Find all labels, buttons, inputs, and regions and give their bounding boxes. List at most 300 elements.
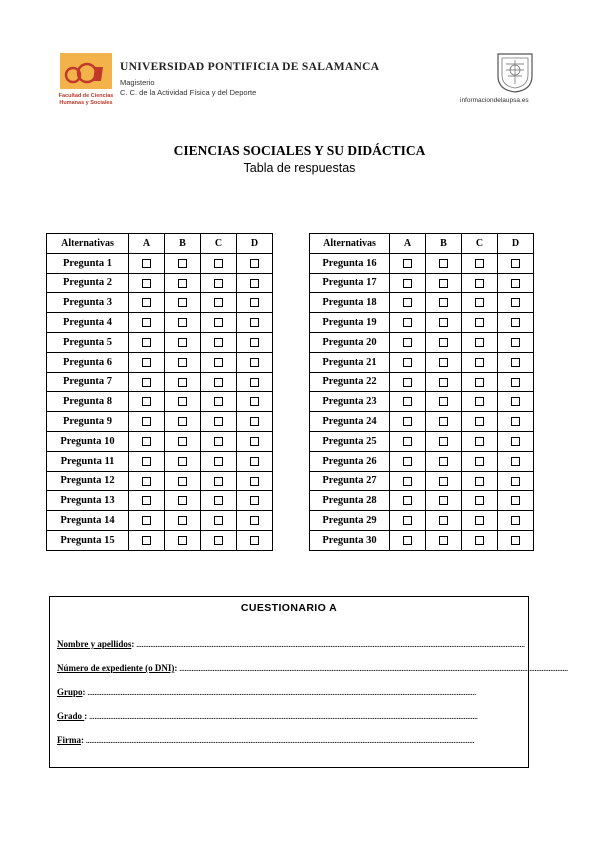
answer-checkbox[interactable] — [250, 378, 259, 387]
answer-checkbox[interactable] — [403, 279, 412, 288]
option-cell-d — [498, 273, 534, 293]
question-label: Pregunta 28 — [310, 491, 390, 511]
answer-checkbox[interactable] — [178, 457, 187, 466]
option-cell-a — [390, 392, 426, 412]
option-cell-d — [237, 530, 273, 550]
answer-checkbox[interactable] — [403, 397, 412, 406]
question-label: Pregunta 2 — [47, 273, 129, 293]
option-cell-d — [498, 332, 534, 352]
question-row — [47, 372, 273, 392]
option-cell-c — [201, 491, 237, 511]
option-cell-a — [129, 293, 165, 313]
option-cell-b — [165, 352, 201, 372]
answer-checkbox[interactable] — [142, 437, 151, 446]
option-cell-c — [201, 352, 237, 372]
answer-checkbox[interactable] — [511, 477, 520, 486]
answer-checkbox[interactable] — [178, 417, 187, 426]
answer-checkbox[interactable] — [439, 516, 448, 525]
answer-checkbox[interactable] — [142, 318, 151, 327]
option-cell-c — [462, 431, 498, 451]
option-cell-c — [201, 511, 237, 531]
answer-checkbox[interactable] — [439, 477, 448, 486]
answer-checkbox[interactable] — [439, 397, 448, 406]
answer-checkbox[interactable] — [142, 259, 151, 268]
option-cell-d — [498, 530, 534, 550]
option-cell-d — [498, 392, 534, 412]
answer-checkbox[interactable] — [439, 338, 448, 347]
name-field-label: Nombre y apellidos — [57, 639, 132, 649]
option-cell-d — [498, 491, 534, 511]
question-label: Pregunta 15 — [47, 530, 129, 550]
option-cell-d — [498, 352, 534, 372]
answer-checkbox[interactable] — [439, 378, 448, 387]
option-cell-d — [237, 332, 273, 352]
question-label: Pregunta 25 — [310, 431, 390, 451]
question-label: Pregunta 30 — [310, 530, 390, 550]
answer-checkbox[interactable] — [250, 496, 259, 505]
question-row — [310, 293, 534, 313]
answer-checkbox[interactable] — [475, 298, 484, 307]
answer-checkbox[interactable] — [403, 417, 412, 426]
answer-checkbox[interactable] — [403, 318, 412, 327]
answer-checkbox[interactable] — [178, 378, 187, 387]
form-title: CUESTIONARIO A — [240, 602, 338, 614]
question-label: Pregunta 8 — [47, 392, 129, 412]
option-cell-b — [426, 313, 462, 333]
option-cell-a — [129, 412, 165, 432]
question-row — [47, 412, 273, 432]
answer-checkbox[interactable] — [475, 259, 484, 268]
question-label: Pregunta 1 — [47, 253, 129, 273]
answer-checkbox[interactable] — [142, 457, 151, 466]
option-cell-b — [165, 293, 201, 313]
question-row — [310, 352, 534, 372]
university-name: UNIVERSIDAD PONTIFICIA DE SALAMANCA — [120, 61, 380, 73]
answer-checkbox[interactable] — [439, 298, 448, 307]
answer-checkbox[interactable] — [250, 318, 259, 327]
option-cell-b — [426, 293, 462, 313]
option-cell-d — [498, 511, 534, 531]
signature-field-label: Firma — [57, 735, 81, 745]
answer-checkbox[interactable] — [250, 457, 259, 466]
answer-checkbox[interactable] — [511, 397, 520, 406]
answer-checkbox[interactable] — [142, 298, 151, 307]
answer-checkbox[interactable] — [403, 496, 412, 505]
answer-checkbox[interactable] — [511, 437, 520, 446]
option-cell-a — [390, 352, 426, 372]
expediente-field-label: Número de expediente (o DNI) — [57, 663, 175, 673]
answer-checkbox[interactable] — [178, 516, 187, 525]
option-cell-a — [129, 511, 165, 531]
answer-checkbox[interactable] — [511, 378, 520, 387]
answer-checkbox[interactable] — [475, 496, 484, 505]
option-cell-c — [462, 392, 498, 412]
option-cell-a — [390, 471, 426, 491]
option-cell-c — [462, 372, 498, 392]
answer-checkbox[interactable] — [214, 338, 223, 347]
answer-checkbox[interactable] — [214, 279, 223, 288]
answer-checkbox[interactable] — [475, 516, 484, 525]
answer-checkbox[interactable] — [142, 417, 151, 426]
question-label: Pregunta 12 — [47, 471, 129, 491]
answer-checkbox[interactable] — [250, 358, 259, 367]
answer-checkbox[interactable] — [403, 298, 412, 307]
answer-checkbox[interactable] — [475, 318, 484, 327]
option-cell-b — [165, 332, 201, 352]
svg-text:Humanas y Sociales: Humanas y Sociales — [59, 100, 113, 106]
option-cell-a — [390, 511, 426, 531]
question-row — [47, 392, 273, 412]
header-option-d: D — [237, 234, 273, 254]
option-cell-c — [462, 451, 498, 471]
option-cell-d — [498, 293, 534, 313]
option-cell-c — [462, 273, 498, 293]
expediente-field[interactable]: Número de expediente (o DNI): .............................................................................................................................................................................................................................. — [57, 663, 568, 673]
option-cell-d — [498, 313, 534, 333]
option-cell-d — [237, 431, 273, 451]
option-cell-b — [165, 511, 201, 531]
question-row — [310, 313, 534, 333]
answer-checkbox[interactable] — [178, 279, 187, 288]
answer-checkbox[interactable] — [178, 338, 187, 347]
answer-checkbox[interactable] — [403, 516, 412, 525]
option-cell-a — [129, 431, 165, 451]
answer-checkbox[interactable] — [511, 358, 520, 367]
answer-checkbox[interactable] — [142, 536, 151, 545]
answer-checkbox[interactable] — [178, 318, 187, 327]
answer-checkbox[interactable] — [142, 358, 151, 367]
option-cell-a — [129, 451, 165, 471]
answer-checkbox[interactable] — [250, 338, 259, 347]
university-seal-icon — [494, 50, 536, 94]
option-cell-d — [237, 372, 273, 392]
answer-checkbox[interactable] — [142, 397, 151, 406]
answer-checkbox[interactable] — [178, 536, 187, 545]
option-cell-b — [165, 412, 201, 432]
answer-checkbox[interactable] — [475, 358, 484, 367]
question-label: Pregunta 3 — [47, 293, 129, 313]
option-cell-c — [201, 431, 237, 451]
option-cell-c — [462, 293, 498, 313]
answer-checkbox[interactable] — [475, 417, 484, 426]
option-cell-c — [201, 332, 237, 352]
answer-checkbox[interactable] — [511, 318, 520, 327]
question-row — [47, 511, 273, 531]
option-cell-d — [237, 293, 273, 313]
option-cell-c — [201, 253, 237, 273]
answer-checkbox[interactable] — [214, 437, 223, 446]
answer-checkbox[interactable] — [214, 397, 223, 406]
option-cell-c — [462, 352, 498, 372]
option-cell-c — [462, 471, 498, 491]
answer-checkbox[interactable] — [214, 417, 223, 426]
option-cell-b — [426, 332, 462, 352]
option-cell-b — [165, 273, 201, 293]
question-row — [47, 530, 273, 550]
question-row — [47, 332, 273, 352]
answer-checkbox[interactable] — [214, 496, 223, 505]
answer-checkbox[interactable] — [511, 457, 520, 466]
option-cell-c — [201, 273, 237, 293]
option-cell-b — [165, 313, 201, 333]
answer-checkbox[interactable] — [511, 279, 520, 288]
option-cell-a — [129, 372, 165, 392]
question-label: Pregunta 11 — [47, 451, 129, 471]
answer-checkbox[interactable] — [511, 496, 520, 505]
question-row — [310, 451, 534, 471]
question-row — [310, 412, 534, 432]
option-cell-b — [426, 412, 462, 432]
answer-checkbox[interactable] — [214, 477, 223, 486]
header-option-d: D — [498, 234, 534, 254]
question-row — [310, 431, 534, 451]
option-cell-a — [390, 253, 426, 273]
option-cell-b — [165, 471, 201, 491]
answer-checkbox[interactable] — [511, 536, 520, 545]
answer-table-right — [309, 233, 534, 551]
answer-checkbox[interactable] — [439, 496, 448, 505]
answer-checkbox[interactable] — [250, 437, 259, 446]
answer-checkbox[interactable] — [403, 378, 412, 387]
answer-checkbox[interactable] — [178, 496, 187, 505]
option-cell-a — [129, 313, 165, 333]
answer-checkbox[interactable] — [214, 259, 223, 268]
option-cell-c — [462, 511, 498, 531]
answer-checkbox[interactable] — [250, 417, 259, 426]
question-label: Pregunta 18 — [310, 293, 390, 313]
question-label: Pregunta 6 — [47, 352, 129, 372]
answer-checkbox[interactable] — [475, 279, 484, 288]
answer-checkbox[interactable] — [142, 338, 151, 347]
answer-checkbox[interactable] — [511, 259, 520, 268]
answer-checkbox[interactable] — [214, 318, 223, 327]
option-cell-a — [129, 332, 165, 352]
option-cell-b — [165, 253, 201, 273]
answer-checkbox[interactable] — [475, 437, 484, 446]
answer-checkbox[interactable] — [439, 437, 448, 446]
answer-checkbox[interactable] — [142, 496, 151, 505]
answer-checkbox[interactable] — [250, 397, 259, 406]
option-cell-b — [165, 392, 201, 412]
answer-checkbox[interactable] — [250, 516, 259, 525]
name-field[interactable]: Nombre y apellidos: .............................................................................................................................................................................................................................. — [57, 639, 525, 649]
faculty-logo — [57, 53, 115, 109]
answer-checkbox[interactable] — [178, 477, 187, 486]
option-cell-a — [390, 451, 426, 471]
grade-field[interactable]: Grado : .............................................................................................................................................................................................................................. — [57, 711, 478, 721]
question-label: Pregunta 26 — [310, 451, 390, 471]
answer-checkbox[interactable] — [178, 358, 187, 367]
answer-checkbox[interactable] — [475, 397, 484, 406]
header-option-b: B — [165, 234, 201, 254]
answer-checkbox[interactable] — [214, 457, 223, 466]
option-cell-d — [237, 392, 273, 412]
question-row — [47, 293, 273, 313]
question-row — [310, 471, 534, 491]
answer-checkbox[interactable] — [250, 477, 259, 486]
question-row — [47, 313, 273, 333]
answer-checkbox[interactable] — [403, 457, 412, 466]
option-cell-c — [462, 253, 498, 273]
option-cell-a — [129, 471, 165, 491]
option-cell-b — [426, 511, 462, 531]
option-cell-a — [129, 491, 165, 511]
grade-field-label: Grado — [57, 711, 85, 721]
header-option-b: B — [426, 234, 462, 254]
option-cell-c — [201, 412, 237, 432]
question-row — [310, 392, 534, 412]
question-label: Pregunta 29 — [310, 511, 390, 531]
answer-checkbox[interactable] — [475, 338, 484, 347]
answer-checkbox[interactable] — [403, 358, 412, 367]
question-row — [47, 451, 273, 471]
option-cell-a — [390, 491, 426, 511]
question-row — [47, 431, 273, 451]
questionnaire-form — [49, 596, 568, 768]
question-label: Pregunta 4 — [47, 313, 129, 333]
question-row — [310, 332, 534, 352]
question-label: Pregunta 14 — [47, 511, 129, 531]
answer-checkbox[interactable] — [475, 457, 484, 466]
group-field[interactable]: Grupo: .............................................................................................................................................................................................................................. — [57, 687, 476, 697]
question-row — [47, 253, 273, 273]
option-cell-a — [390, 431, 426, 451]
question-row — [310, 530, 534, 550]
answer-checkbox[interactable] — [250, 536, 259, 545]
answer-checkbox[interactable] — [142, 378, 151, 387]
option-cell-b — [165, 491, 201, 511]
answer-checkbox[interactable] — [178, 397, 187, 406]
answer-checkbox[interactable] — [250, 259, 259, 268]
option-cell-d — [498, 372, 534, 392]
option-cell-b — [426, 352, 462, 372]
question-label: Pregunta 7 — [47, 372, 129, 392]
question-label: Pregunta 20 — [310, 332, 390, 352]
answer-checkbox[interactable] — [178, 298, 187, 307]
answer-checkbox[interactable] — [403, 477, 412, 486]
question-row — [47, 352, 273, 372]
option-cell-c — [462, 332, 498, 352]
answer-checkbox[interactable] — [214, 536, 223, 545]
option-cell-d — [498, 451, 534, 471]
option-cell-a — [129, 530, 165, 550]
option-cell-a — [390, 313, 426, 333]
answer-checkbox[interactable] — [403, 338, 412, 347]
option-cell-c — [462, 412, 498, 432]
option-cell-c — [462, 491, 498, 511]
option-cell-d — [237, 352, 273, 372]
option-cell-b — [426, 471, 462, 491]
answer-checkbox[interactable] — [250, 298, 259, 307]
question-row — [310, 491, 534, 511]
option-cell-d — [498, 412, 534, 432]
table-header-row — [47, 234, 273, 254]
answer-checkbox[interactable] — [403, 437, 412, 446]
question-label: Pregunta 27 — [310, 471, 390, 491]
question-row — [47, 273, 273, 293]
answer-checkbox[interactable] — [439, 318, 448, 327]
option-cell-a — [129, 253, 165, 273]
answer-checkbox[interactable] — [439, 358, 448, 367]
answer-checkbox[interactable] — [214, 516, 223, 525]
answer-checkbox[interactable] — [214, 378, 223, 387]
option-cell-b — [426, 372, 462, 392]
option-cell-d — [498, 471, 534, 491]
option-cell-a — [129, 392, 165, 412]
answer-checkbox[interactable] — [475, 378, 484, 387]
option-cell-a — [390, 530, 426, 550]
option-cell-b — [426, 392, 462, 412]
answer-checkbox[interactable] — [475, 536, 484, 545]
header-option-c: C — [201, 234, 237, 254]
answer-table-left — [46, 233, 273, 551]
answer-checkbox[interactable] — [142, 477, 151, 486]
answer-checkbox[interactable] — [475, 477, 484, 486]
answer-checkbox[interactable] — [250, 279, 259, 288]
option-cell-b — [426, 530, 462, 550]
question-label: Pregunta 21 — [310, 352, 390, 372]
option-cell-c — [201, 530, 237, 550]
answer-checkbox[interactable] — [439, 536, 448, 545]
answer-checkbox[interactable] — [178, 259, 187, 268]
header-alternativas: Alternativas — [310, 234, 390, 254]
option-cell-b — [165, 530, 201, 550]
option-cell-c — [201, 313, 237, 333]
answer-checkbox[interactable] — [511, 516, 520, 525]
answer-checkbox[interactable] — [511, 338, 520, 347]
university-line-1: Magisterio — [120, 78, 155, 87]
answer-checkbox[interactable] — [439, 279, 448, 288]
option-cell-d — [237, 451, 273, 471]
page-header — [0, 0, 599, 120]
answer-checkbox[interactable] — [403, 536, 412, 545]
answer-checkbox[interactable] — [511, 298, 520, 307]
answer-checkbox[interactable] — [142, 516, 151, 525]
question-label: Pregunta 17 — [310, 273, 390, 293]
group-field-label: Grupo — [57, 687, 83, 697]
option-cell-b — [426, 273, 462, 293]
question-label: Pregunta 22 — [310, 372, 390, 392]
option-cell-d — [237, 491, 273, 511]
option-cell-d — [237, 511, 273, 531]
question-row — [310, 372, 534, 392]
option-cell-c — [462, 313, 498, 333]
option-cell-b — [426, 253, 462, 273]
answer-checkbox[interactable] — [403, 259, 412, 268]
signature-field[interactable]: Firma: .............................................................................................................................................................................................................................. — [57, 735, 475, 745]
answer-checkbox[interactable] — [142, 279, 151, 288]
option-cell-d — [237, 273, 273, 293]
option-cell-b — [165, 372, 201, 392]
option-cell-d — [237, 471, 273, 491]
answer-checkbox[interactable] — [511, 417, 520, 426]
question-label: Pregunta 10 — [47, 431, 129, 451]
option-cell-b — [426, 451, 462, 471]
answer-checkbox[interactable] — [178, 437, 187, 446]
header-option-a: A — [390, 234, 426, 254]
option-cell-a — [129, 352, 165, 372]
answer-checkbox[interactable] — [214, 358, 223, 367]
option-cell-d — [237, 412, 273, 432]
option-cell-b — [165, 451, 201, 471]
header-option-a: A — [129, 234, 165, 254]
answer-checkbox[interactable] — [439, 457, 448, 466]
answer-checkbox[interactable] — [439, 259, 448, 268]
question-label: Pregunta 16 — [310, 253, 390, 273]
question-label: Pregunta 5 — [47, 332, 129, 352]
answer-checkbox[interactable] — [439, 417, 448, 426]
answer-checkbox[interactable] — [214, 298, 223, 307]
